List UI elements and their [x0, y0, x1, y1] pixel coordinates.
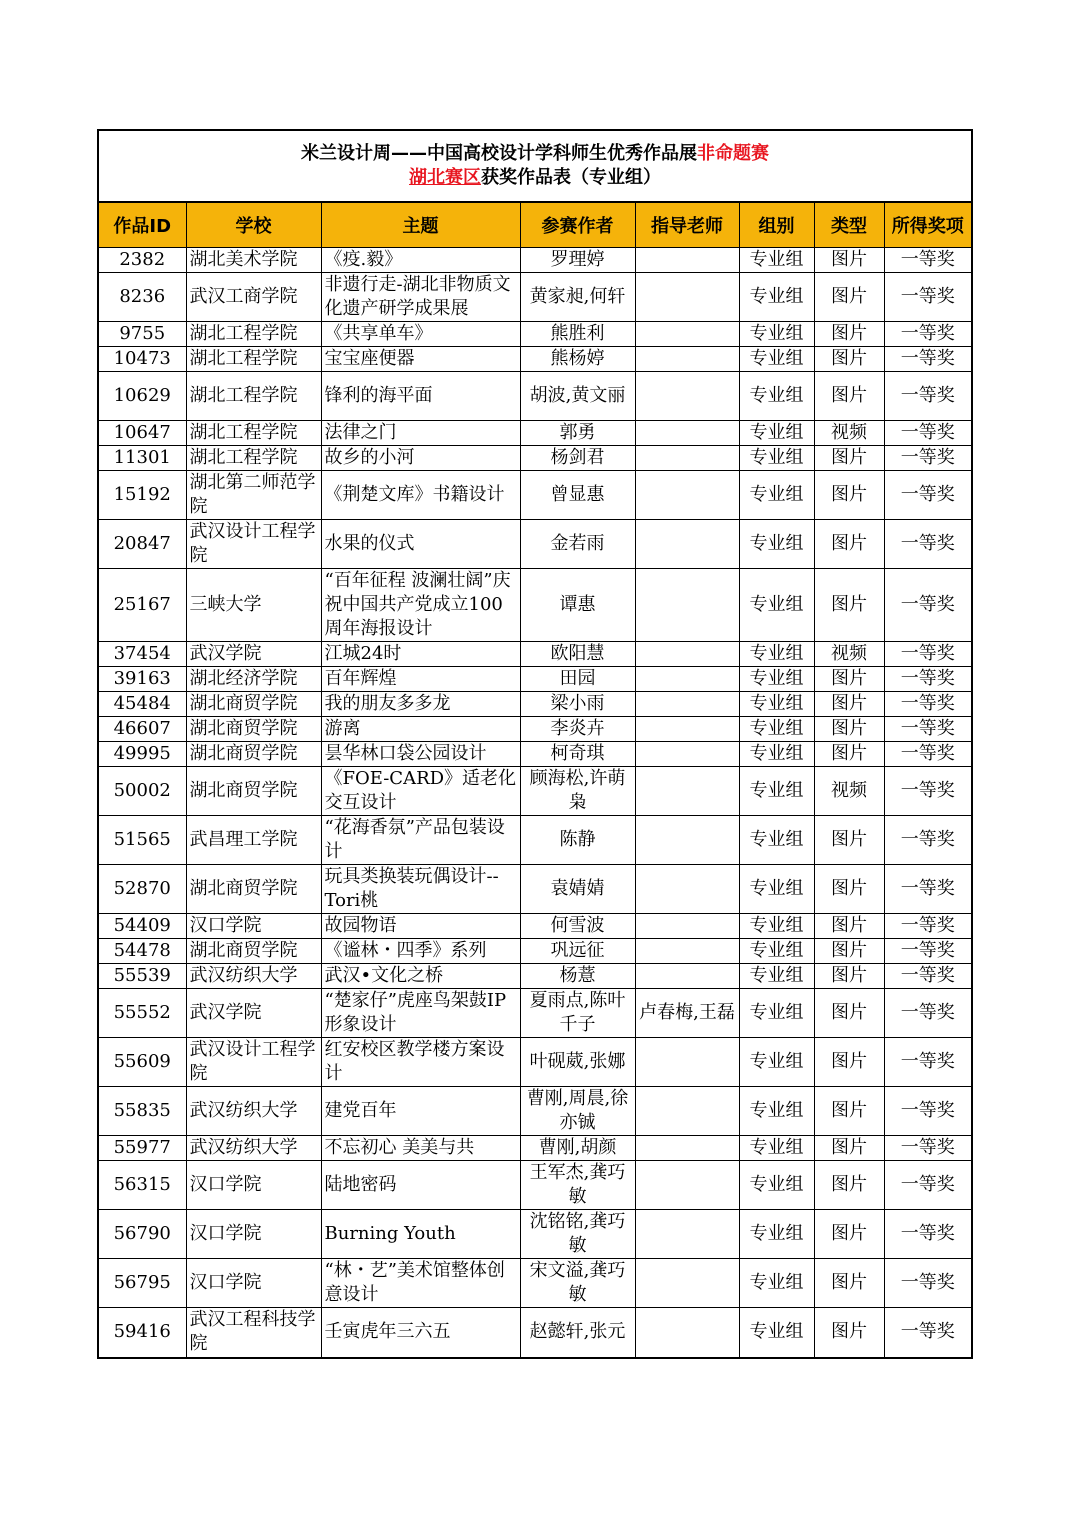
cell-type: 图片 — [814, 446, 884, 471]
cell-topic: 红安校区教学楼方案设计 — [321, 1038, 520, 1087]
table-row — [99, 1038, 971, 1087]
cell-teacher — [635, 964, 739, 989]
table-row — [99, 471, 971, 520]
cell-author: 熊杨婷 — [520, 347, 635, 372]
cell-author: 欧阳慧 — [520, 642, 635, 667]
title-main-text: 米兰设计周——中国高校设计学科师生优秀作品展 — [301, 143, 697, 164]
cell-teacher — [635, 322, 739, 347]
cell-school: 汉口学院 — [186, 1210, 321, 1259]
title-line-2 — [409, 166, 661, 190]
cell-school: 武汉纺织大学 — [186, 1136, 321, 1161]
table-row — [99, 1210, 971, 1259]
table-row — [99, 273, 971, 322]
cell-teacher — [635, 372, 739, 421]
cell-type: 图片 — [814, 1259, 884, 1308]
cell-id: 55552 — [99, 989, 186, 1038]
cell-type: 图片 — [814, 322, 884, 347]
table-row — [99, 667, 971, 692]
cell-author: 郭勇 — [520, 421, 635, 446]
cell-teacher — [635, 1136, 739, 1161]
cell-group: 专业组 — [739, 471, 814, 520]
cell-id: 50002 — [99, 767, 186, 816]
cell-group: 专业组 — [739, 865, 814, 914]
table-row — [99, 767, 971, 816]
cell-award: 一等奖 — [884, 865, 971, 914]
cell-type: 图片 — [814, 989, 884, 1038]
cell-award: 一等奖 — [884, 248, 971, 273]
cell-type: 图片 — [814, 816, 884, 865]
cell-school: 三峡大学 — [186, 569, 321, 642]
cell-school: 武汉学院 — [186, 989, 321, 1038]
cell-author: 沈铭铭,龚巧敏 — [520, 1210, 635, 1259]
title-category-text: 非命题赛 — [697, 143, 769, 164]
header-author: 参赛作者 — [520, 203, 635, 248]
cell-group: 专业组 — [739, 717, 814, 742]
header-teacher: 指导老师 — [635, 203, 739, 248]
cell-type: 图片 — [814, 1161, 884, 1210]
cell-group: 专业组 — [739, 569, 814, 642]
cell-group: 专业组 — [739, 273, 814, 322]
cell-topic: 非遗行走-湖北非物质文化遗产研学成果展 — [321, 273, 520, 322]
cell-type: 图片 — [814, 742, 884, 767]
cell-author: 柯奇琪 — [520, 742, 635, 767]
cell-id: 45484 — [99, 692, 186, 717]
cell-id: 54478 — [99, 939, 186, 964]
cell-type: 图片 — [814, 1136, 884, 1161]
header-type: 类型 — [814, 203, 884, 248]
cell-topic: 故乡的小河 — [321, 446, 520, 471]
cell-topic: 故园物语 — [321, 914, 520, 939]
cell-type: 视频 — [814, 642, 884, 667]
cell-id: 56790 — [99, 1210, 186, 1259]
cell-teacher — [635, 421, 739, 446]
table-row — [99, 569, 971, 642]
cell-teacher — [635, 273, 739, 322]
cell-author: 袁婧婧 — [520, 865, 635, 914]
cell-id: 2382 — [99, 248, 186, 273]
cell-award: 一等奖 — [884, 322, 971, 347]
cell-author: 胡波,黄文丽 — [520, 372, 635, 421]
cell-school: 武汉学院 — [186, 642, 321, 667]
cell-group: 专业组 — [739, 692, 814, 717]
cell-author: 梁小雨 — [520, 692, 635, 717]
cell-topic: 昙华林口袋公园设计 — [321, 742, 520, 767]
cell-id: 46607 — [99, 717, 186, 742]
cell-group: 专业组 — [739, 347, 814, 372]
cell-topic: 我的朋友多多龙 — [321, 692, 520, 717]
cell-type: 图片 — [814, 914, 884, 939]
cell-award: 一等奖 — [884, 520, 971, 569]
cell-author: 曹刚,胡颜 — [520, 1136, 635, 1161]
cell-group: 专业组 — [739, 1308, 814, 1357]
cell-school: 武汉设计工程学院 — [186, 1038, 321, 1087]
cell-award: 一等奖 — [884, 421, 971, 446]
table-row — [99, 1161, 971, 1210]
table-row — [99, 865, 971, 914]
cell-award: 一等奖 — [884, 989, 971, 1038]
cell-award: 一等奖 — [884, 964, 971, 989]
cell-group: 专业组 — [739, 914, 814, 939]
cell-author: 田园 — [520, 667, 635, 692]
cell-award: 一等奖 — [884, 1161, 971, 1210]
cell-school: 湖北商贸学院 — [186, 717, 321, 742]
cell-group: 专业组 — [739, 939, 814, 964]
table-row — [99, 1308, 971, 1357]
cell-topic: 不忘初心 美美与共 — [321, 1136, 520, 1161]
cell-id: 10647 — [99, 421, 186, 446]
awards-table — [99, 203, 971, 1357]
cell-teacher: 卢春梅,王磊 — [635, 989, 739, 1038]
cell-type: 图片 — [814, 692, 884, 717]
cell-teacher — [635, 471, 739, 520]
cell-author: 黄家昶,何轩 — [520, 273, 635, 322]
cell-id: 54409 — [99, 914, 186, 939]
cell-type: 图片 — [814, 471, 884, 520]
cell-type: 图片 — [814, 372, 884, 421]
cell-topic: 《谧林・四季》系列 — [321, 939, 520, 964]
cell-id: 25167 — [99, 569, 186, 642]
cell-teacher — [635, 692, 739, 717]
cell-topic: Burning Youth — [321, 1210, 520, 1259]
cell-group: 专业组 — [739, 1136, 814, 1161]
cell-id: 20847 — [99, 520, 186, 569]
awards-sheet — [97, 129, 973, 1359]
cell-topic: 游离 — [321, 717, 520, 742]
cell-topic: 武汉•文化之桥 — [321, 964, 520, 989]
table-row — [99, 989, 971, 1038]
cell-type: 图片 — [814, 569, 884, 642]
cell-teacher — [635, 742, 739, 767]
table-row — [99, 1136, 971, 1161]
cell-group: 专业组 — [739, 667, 814, 692]
title-region-text: 湖北赛区 — [409, 167, 481, 188]
cell-id: 37454 — [99, 642, 186, 667]
cell-type: 图片 — [814, 273, 884, 322]
cell-group: 专业组 — [739, 742, 814, 767]
table-row — [99, 914, 971, 939]
cell-id: 9755 — [99, 322, 186, 347]
cell-school: 武汉工商学院 — [186, 273, 321, 322]
cell-award: 一等奖 — [884, 273, 971, 322]
table-row — [99, 939, 971, 964]
cell-author: 王军杰,龚巧敏 — [520, 1161, 635, 1210]
cell-id: 55609 — [99, 1038, 186, 1087]
cell-id: 15192 — [99, 471, 186, 520]
table-row — [99, 520, 971, 569]
cell-topic: 玩具类换装玩偶设计--Tori桃 — [321, 865, 520, 914]
table-row — [99, 322, 971, 347]
header-award: 所得奖项 — [884, 203, 971, 248]
title-line-1 — [301, 142, 769, 166]
cell-type: 图片 — [814, 520, 884, 569]
cell-school: 武汉纺织大学 — [186, 964, 321, 989]
cell-type: 图片 — [814, 667, 884, 692]
cell-teacher — [635, 1259, 739, 1308]
cell-teacher — [635, 347, 739, 372]
cell-author: 李炎卉 — [520, 717, 635, 742]
cell-author: 顾海松,许萌枭 — [520, 767, 635, 816]
cell-group: 专业组 — [739, 520, 814, 569]
cell-topic: 锋利的海平面 — [321, 372, 520, 421]
header-group: 组别 — [739, 203, 814, 248]
cell-topic: 江城24时 — [321, 642, 520, 667]
cell-school: 武汉设计工程学院 — [186, 520, 321, 569]
cell-id: 56795 — [99, 1259, 186, 1308]
cell-award: 一等奖 — [884, 692, 971, 717]
table-row — [99, 692, 971, 717]
cell-type: 图片 — [814, 964, 884, 989]
title-subtitle-text: 获奖作品表（专业组） — [481, 167, 661, 188]
cell-group: 专业组 — [739, 1161, 814, 1210]
cell-author: 陈静 — [520, 816, 635, 865]
table-body — [99, 248, 971, 1357]
table-row — [99, 642, 971, 667]
cell-id: 8236 — [99, 273, 186, 322]
cell-id: 52870 — [99, 865, 186, 914]
table-row — [99, 1087, 971, 1136]
cell-award: 一等奖 — [884, 717, 971, 742]
cell-topic: 水果的仪式 — [321, 520, 520, 569]
cell-author: 杨剑君 — [520, 446, 635, 471]
cell-award: 一等奖 — [884, 816, 971, 865]
cell-group: 专业组 — [739, 1210, 814, 1259]
cell-award: 一等奖 — [884, 642, 971, 667]
cell-author: 杨薏 — [520, 964, 635, 989]
cell-id: 39163 — [99, 667, 186, 692]
cell-teacher — [635, 1161, 739, 1210]
cell-author: 宋文溢,龚巧敏 — [520, 1259, 635, 1308]
cell-type: 图片 — [814, 347, 884, 372]
cell-group: 专业组 — [739, 1087, 814, 1136]
table-row — [99, 717, 971, 742]
table-header-row — [99, 203, 971, 248]
cell-author: 金若雨 — [520, 520, 635, 569]
cell-type: 图片 — [814, 1210, 884, 1259]
cell-teacher — [635, 1038, 739, 1087]
cell-id: 10629 — [99, 372, 186, 421]
cell-id: 49995 — [99, 742, 186, 767]
cell-topic: 陆地密码 — [321, 1161, 520, 1210]
cell-school: 湖北工程学院 — [186, 322, 321, 347]
cell-type: 图片 — [814, 717, 884, 742]
cell-school: 汉口学院 — [186, 914, 321, 939]
header-id: 作品ID — [99, 203, 186, 248]
cell-teacher — [635, 816, 739, 865]
table-row — [99, 964, 971, 989]
cell-award: 一等奖 — [884, 446, 971, 471]
cell-type: 图片 — [814, 939, 884, 964]
cell-type: 视频 — [814, 767, 884, 816]
cell-teacher — [635, 717, 739, 742]
cell-topic: 《FOE-CARD》适老化交互设计 — [321, 767, 520, 816]
cell-school: 武汉纺织大学 — [186, 1087, 321, 1136]
cell-teacher — [635, 667, 739, 692]
cell-teacher — [635, 939, 739, 964]
cell-topic: “百年征程 波澜壮阔”庆祝中国共产党成立100周年海报设计 — [321, 569, 520, 642]
cell-school: 湖北工程学院 — [186, 372, 321, 421]
table-row — [99, 1259, 971, 1308]
cell-topic: 《共享单车》 — [321, 322, 520, 347]
cell-school: 湖北商贸学院 — [186, 939, 321, 964]
table-row — [99, 372, 971, 421]
cell-school: 湖北第二师范学院 — [186, 471, 321, 520]
cell-author: 曾显惠 — [520, 471, 635, 520]
cell-type: 视频 — [814, 421, 884, 446]
cell-school: 湖北商贸学院 — [186, 692, 321, 717]
cell-award: 一等奖 — [900, 1321, 955, 1343]
cell-award: 一等奖 — [884, 1136, 971, 1161]
cell-author: 夏雨点,陈叶千子 — [520, 989, 635, 1038]
cell-type: 图片 — [814, 1308, 884, 1357]
cell-author: 叶砚葳,张娜 — [520, 1038, 635, 1087]
cell-award: 一等奖 — [884, 1259, 971, 1308]
cell-school: 湖北工程学院 — [186, 421, 321, 446]
cell-group: 专业组 — [739, 989, 814, 1038]
cell-author: 何雪波 — [520, 914, 635, 939]
cell-group: 专业组 — [739, 322, 814, 347]
cell-group: 专业组 — [739, 642, 814, 667]
cell-topic: 法律之门 — [321, 421, 520, 446]
cell-award: 一等奖 — [884, 372, 971, 421]
table-row — [99, 446, 971, 471]
cell-school: 武汉工程科技学院 — [186, 1308, 321, 1357]
cell-award: 一等奖 — [884, 767, 971, 816]
cell-group: 专业组 — [739, 372, 814, 421]
cell-author: 巩远征 — [520, 939, 635, 964]
table-row — [99, 248, 971, 273]
cell-topic: “楚家仔”虎座鸟架鼓IP形象设计 — [321, 989, 520, 1038]
cell-type: 图片 — [814, 865, 884, 914]
cell-teacher — [635, 446, 739, 471]
cell-teacher — [635, 767, 739, 816]
cell-teacher — [635, 248, 739, 273]
cell-topic: “林・艺”美术馆整体创意设计 — [321, 1259, 520, 1308]
cell-school: 湖北商贸学院 — [186, 865, 321, 914]
cell-school: 武昌理工学院 — [186, 816, 321, 865]
table-row — [99, 421, 971, 446]
cell-topic: 宝宝座便器 — [321, 347, 520, 372]
cell-school: 湖北经济学院 — [186, 667, 321, 692]
cell-id: 55539 — [99, 964, 186, 989]
cell-award: 一等奖 — [884, 742, 971, 767]
cell-award: 一等奖 — [884, 667, 971, 692]
cell-author: 熊胜利 — [520, 322, 635, 347]
cell-group: 专业组 — [739, 446, 814, 471]
cell-award: 一等奖 — [884, 471, 971, 520]
cell-group: 专业组 — [739, 767, 814, 816]
cell-topic: 《荆楚文库》书籍设计 — [321, 471, 520, 520]
cell-school: 汉口学院 — [186, 1259, 321, 1308]
cell-teacher — [635, 520, 739, 569]
cell-teacher — [635, 1210, 739, 1259]
cell-award: 一等奖 — [884, 1087, 971, 1136]
cell-group: 专业组 — [739, 816, 814, 865]
cell-school: 湖北美术学院 — [186, 248, 321, 273]
cell-award: 一等奖 — [884, 939, 971, 964]
cell-topic: “花海香氛”产品包装设计 — [321, 816, 520, 865]
cell-school: 湖北工程学院 — [186, 446, 321, 471]
cell-topic: 建党百年 — [321, 1087, 520, 1136]
cell-group: 专业组 — [739, 964, 814, 989]
cell-group: 专业组 — [739, 421, 814, 446]
header-school: 学校 — [186, 203, 321, 248]
cell-id: 56315 — [99, 1161, 186, 1210]
cell-teacher — [635, 642, 739, 667]
table-row — [99, 742, 971, 767]
sheet-title — [99, 131, 971, 203]
cell-award: 一等奖 — [884, 914, 971, 939]
cell-group: 专业组 — [739, 1038, 814, 1087]
cell-type: 图片 — [814, 1038, 884, 1087]
cell-award: 一等奖 — [884, 347, 971, 372]
cell-school: 湖北商贸学院 — [186, 767, 321, 816]
cell-id: 55835 — [99, 1087, 186, 1136]
cell-id: 55977 — [99, 1136, 186, 1161]
cell-type: 图片 — [814, 248, 884, 273]
cell-author: 谭惠 — [520, 569, 635, 642]
cell-id: 59416 — [99, 1308, 186, 1357]
cell-award: 一等奖 — [884, 569, 971, 642]
cell-teacher — [635, 569, 739, 642]
cell-school: 汉口学院 — [186, 1161, 321, 1210]
cell-teacher — [635, 865, 739, 914]
cell-id: 11301 — [99, 446, 186, 471]
cell-id: 51565 — [99, 816, 186, 865]
cell-author: 赵懿轩,张元 — [520, 1308, 635, 1357]
table-row — [99, 347, 971, 372]
cell-award: 一等奖 — [884, 1038, 971, 1087]
cell-group: 专业组 — [739, 1259, 814, 1308]
cell-topic: 《疫.毅》 — [321, 248, 520, 273]
cell-award: 一等奖 — [884, 1210, 971, 1259]
cell-school: 湖北工程学院 — [186, 347, 321, 372]
header-topic: 主题 — [321, 203, 520, 248]
cell-type: 图片 — [814, 1087, 884, 1136]
cell-group: 专业组 — [739, 248, 814, 273]
cell-school: 湖北商贸学院 — [186, 742, 321, 767]
cell-teacher — [635, 1087, 739, 1136]
cell-topic: 百年辉煌 — [321, 667, 520, 692]
cell-id: 10473 — [99, 347, 186, 372]
cell-teacher — [635, 914, 739, 939]
cell-author: 曹刚,周晨,徐亦铖 — [520, 1087, 635, 1136]
cell-author: 罗理婷 — [520, 248, 635, 273]
cell-teacher — [635, 1308, 739, 1357]
table-row — [99, 816, 971, 865]
cell-topic: 壬寅虎年三六五 — [321, 1308, 520, 1357]
